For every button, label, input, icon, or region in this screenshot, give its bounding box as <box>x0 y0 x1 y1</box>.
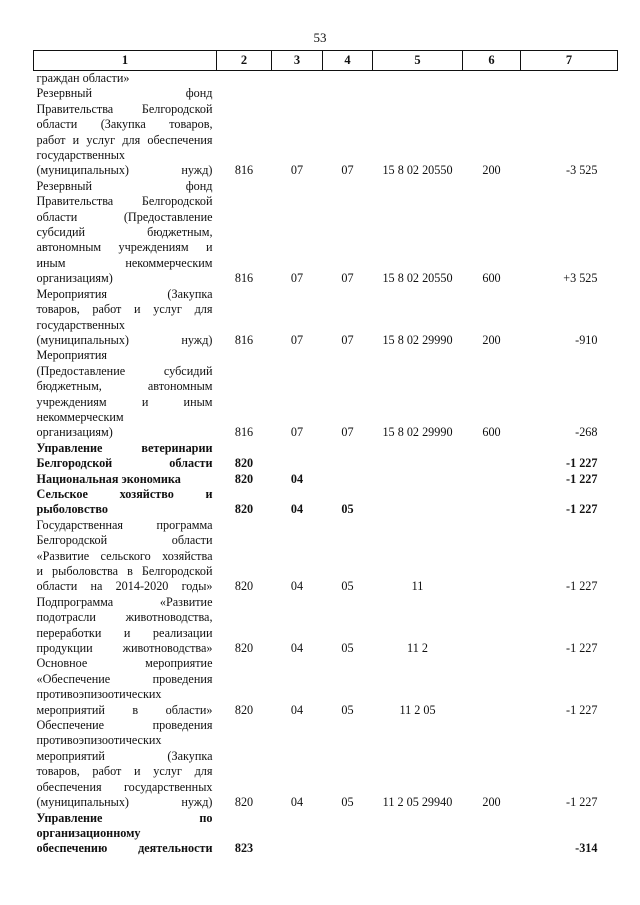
page-number: 53 <box>313 30 327 45</box>
table-row <box>34 348 618 440</box>
cell-name-line: государственных <box>36 148 126 163</box>
cell-expense-type <box>463 518 521 595</box>
cell-subsection: 07 <box>341 271 354 286</box>
cell-grbs: 820 <box>234 641 254 656</box>
column-header-1: 1 <box>34 51 217 71</box>
cell-grbs: 816 <box>234 332 254 347</box>
cell-name-line: противоэпизоотических <box>36 687 162 702</box>
cell-name-line: подотрасли животноводства, <box>36 610 213 625</box>
cell-subsection: 07 <box>341 332 354 347</box>
cell-expense-type: 600 <box>482 425 501 440</box>
cell-name-line: автономным учреждениям и <box>36 240 213 255</box>
cell-amount: -1 227 <box>566 579 598 594</box>
cell-expense-type: 200 <box>482 163 501 178</box>
cell-amount: -1 227 <box>566 641 598 656</box>
cell-name-line: Белгородской области <box>36 533 213 548</box>
cell-target-article <box>373 487 463 518</box>
column-header-4: 4 <box>323 51 373 71</box>
cell-name-line: субсидий бюджетным, <box>36 225 213 240</box>
cell-name-line: товаров, работ и услуг для <box>36 764 213 779</box>
cell-amount: -1 227 <box>566 795 598 810</box>
cell-name-line: бюджетным, автономным <box>36 379 213 394</box>
table-row <box>34 287 618 349</box>
cell-target-article: 15 8 02 20550 <box>382 271 453 286</box>
cell-subsection <box>323 811 373 857</box>
cell-name-line: Государственная программа <box>36 517 213 532</box>
continuation-row <box>34 71 618 87</box>
cell-subsection: 05 <box>341 579 354 594</box>
cell-name-line: рыболовство <box>36 502 109 517</box>
cell-expense-type <box>463 472 521 487</box>
cell-name-line: Управление по <box>36 810 213 825</box>
cell-name-line: иным некоммерческим <box>36 255 213 270</box>
cell-subsection: 07 <box>341 163 354 178</box>
cell-section: 07 <box>290 425 304 440</box>
cell-amount: -268 <box>575 425 598 440</box>
cell-amount: -910 <box>575 332 598 347</box>
cell-name-line: некоммерческим <box>36 409 124 424</box>
cell-name-line: (муниципальных) нужд) <box>36 163 213 178</box>
table-row <box>34 811 618 857</box>
cell-name-line: Сельское хозяйство и <box>36 486 213 501</box>
table-row <box>34 472 618 487</box>
cell-name-line: области (Закупка товаров, <box>36 117 213 132</box>
cell-section <box>272 811 323 857</box>
cell-name-line: переработки и реализации <box>36 625 213 640</box>
cell-name-line: организациям) <box>36 425 113 440</box>
cell-expense-type: 200 <box>482 332 501 347</box>
cell-section: 07 <box>290 271 304 286</box>
table-row <box>34 656 618 718</box>
cell-name-line: организациям) <box>36 271 113 286</box>
cell-target-article <box>373 472 463 487</box>
cell-name <box>34 718 217 810</box>
cell-name-line: «Обеспечение проведения <box>36 671 213 686</box>
table-row <box>34 487 618 518</box>
cell-amount: -1 227 <box>566 702 598 717</box>
cell-subsection <box>323 441 373 472</box>
cell-name-line: обеспечения государственных <box>36 779 213 794</box>
cell-name-line: мероприятий (Закупка <box>36 748 213 763</box>
cell-subsection: 05 <box>341 702 354 717</box>
cell-section <box>272 441 323 472</box>
cell-name-line: «Развитие сельского хозяйства <box>36 548 213 563</box>
cell-name <box>34 441 217 472</box>
cell-target-article: 11 <box>411 579 424 594</box>
cell-amount: -3 525 <box>566 163 598 178</box>
cell-grbs: 820 <box>234 702 254 717</box>
cell-target-article: 15 8 02 20550 <box>382 163 453 178</box>
cell-section: 04 <box>290 502 304 517</box>
cell-name-line: (муниципальных) нужд) <box>36 332 213 347</box>
cell-name <box>34 287 217 349</box>
column-header-7: 7 <box>521 51 618 71</box>
cell-grbs: 823 <box>234 841 254 856</box>
cell-target-article: 11 2 05 29940 <box>382 795 453 810</box>
cell-amount: -1 227 <box>566 456 598 471</box>
cell-expense-type <box>463 656 521 718</box>
cell-name-line: Белгородской области <box>36 456 213 471</box>
cell-name-line: товаров, работ и услуг для <box>36 302 213 317</box>
cell-grbs: 816 <box>234 425 254 440</box>
cell-name-line: Обеспечение проведения <box>36 718 213 733</box>
cell-expense-type: 200 <box>482 795 501 810</box>
cell-subsection: 05 <box>341 502 354 517</box>
table-row <box>34 595 618 657</box>
cell-name-line: государственных <box>36 317 126 332</box>
table-row <box>34 179 618 287</box>
cell-section: 04 <box>290 471 304 486</box>
cell-section: 04 <box>290 641 304 656</box>
cell-target-article: 11 2 05 <box>399 702 436 717</box>
cell-name-line: Правительства Белгородской <box>36 101 213 116</box>
cell-name-line: области на 2014-2020 годы» <box>36 579 213 594</box>
cell-target-article: 15 8 02 29990 <box>382 332 453 347</box>
cell-name-line: обеспечению деятельности <box>36 841 213 856</box>
cell-expense-type <box>463 441 521 472</box>
cell-grbs: 820 <box>234 502 254 517</box>
cell-expense-type <box>463 811 521 857</box>
cell-grbs: 816 <box>234 271 254 286</box>
cell-name-line: Резервный фонд <box>36 178 213 193</box>
cell-name-line: Управление ветеринарии <box>36 440 213 455</box>
cell-name <box>34 472 217 487</box>
cell-name-line: противоэпизоотических <box>36 733 162 748</box>
continuation-text: граждан области» <box>36 71 130 85</box>
cell-name-line: Резервный фонд <box>36 86 213 101</box>
cell-expense-type: 600 <box>482 271 501 286</box>
cell-name-line: и рыболовства в Белгородской <box>36 564 213 578</box>
table-header-row <box>34 51 618 71</box>
cell-name-line: (Предоставление субсидий <box>36 363 213 378</box>
cell-target-article <box>373 811 463 857</box>
cell-name-line: организационному <box>36 825 141 840</box>
cell-name-line: Мероприятия (Закупка <box>36 286 213 301</box>
cell-name-line: учреждениям и иным <box>36 394 213 409</box>
cell-target-article: 11 2 <box>407 641 428 656</box>
cell-expense-type <box>463 595 521 657</box>
cell-name <box>34 518 217 595</box>
cell-name <box>34 86 217 178</box>
cell-name-line: Правительства Белгородской <box>36 194 213 209</box>
cell-amount: -1 227 <box>566 471 598 486</box>
cell-target-article: 15 8 02 29990 <box>382 425 453 440</box>
cell-grbs: 820 <box>234 579 254 594</box>
table-row <box>34 86 618 178</box>
cell-name-line: работ и услуг для обеспечения <box>36 132 213 147</box>
cell-subsection: 05 <box>341 641 354 656</box>
cell-name <box>34 595 217 657</box>
cell-subsection: 07 <box>341 425 354 440</box>
column-header-6: 6 <box>463 51 521 71</box>
cell-name-line: Национальная экономика <box>36 471 181 486</box>
cell-name-line: мероприятий в области» <box>36 702 213 717</box>
cell-name-line: Мероприятия <box>36 348 107 363</box>
cell-section: 07 <box>290 332 304 347</box>
column-header-3: 3 <box>272 51 323 71</box>
cell-name-line: (муниципальных) нужд) <box>36 795 213 810</box>
table-row <box>34 518 618 595</box>
cell-name <box>34 179 217 287</box>
cell-name-line: Основное мероприятие <box>36 656 213 671</box>
cell-grbs: 820 <box>234 471 254 486</box>
cell-name <box>34 348 217 440</box>
cell-target-article <box>373 441 463 472</box>
budget-table <box>33 50 618 857</box>
cell-name-line: Подпрограмма «Развитие <box>36 594 213 609</box>
table-row <box>34 441 618 472</box>
cell-subsection: 05 <box>341 795 354 810</box>
cell-name-line: области (Предоставление <box>36 209 213 224</box>
column-header-2: 2 <box>217 51 272 71</box>
cell-grbs: 820 <box>234 795 254 810</box>
cell-amount: -1 227 <box>566 502 598 517</box>
cell-amount: -314 <box>575 841 598 856</box>
cell-amount: +3 525 <box>563 271 598 286</box>
cell-grbs: 816 <box>234 163 254 178</box>
column-header-5: 5 <box>373 51 463 71</box>
cell-name <box>34 656 217 718</box>
cell-section: 04 <box>290 795 304 810</box>
cell-name <box>34 811 217 857</box>
cell-name-line: продукции животноводства» <box>36 641 213 656</box>
table-row <box>34 718 618 810</box>
cell-expense-type <box>463 487 521 518</box>
cell-section: 07 <box>290 163 304 178</box>
cell-subsection <box>323 472 373 487</box>
cell-name <box>34 487 217 518</box>
cell-grbs: 820 <box>234 456 254 471</box>
cell-section: 04 <box>290 579 304 594</box>
cell-section: 04 <box>290 702 304 717</box>
